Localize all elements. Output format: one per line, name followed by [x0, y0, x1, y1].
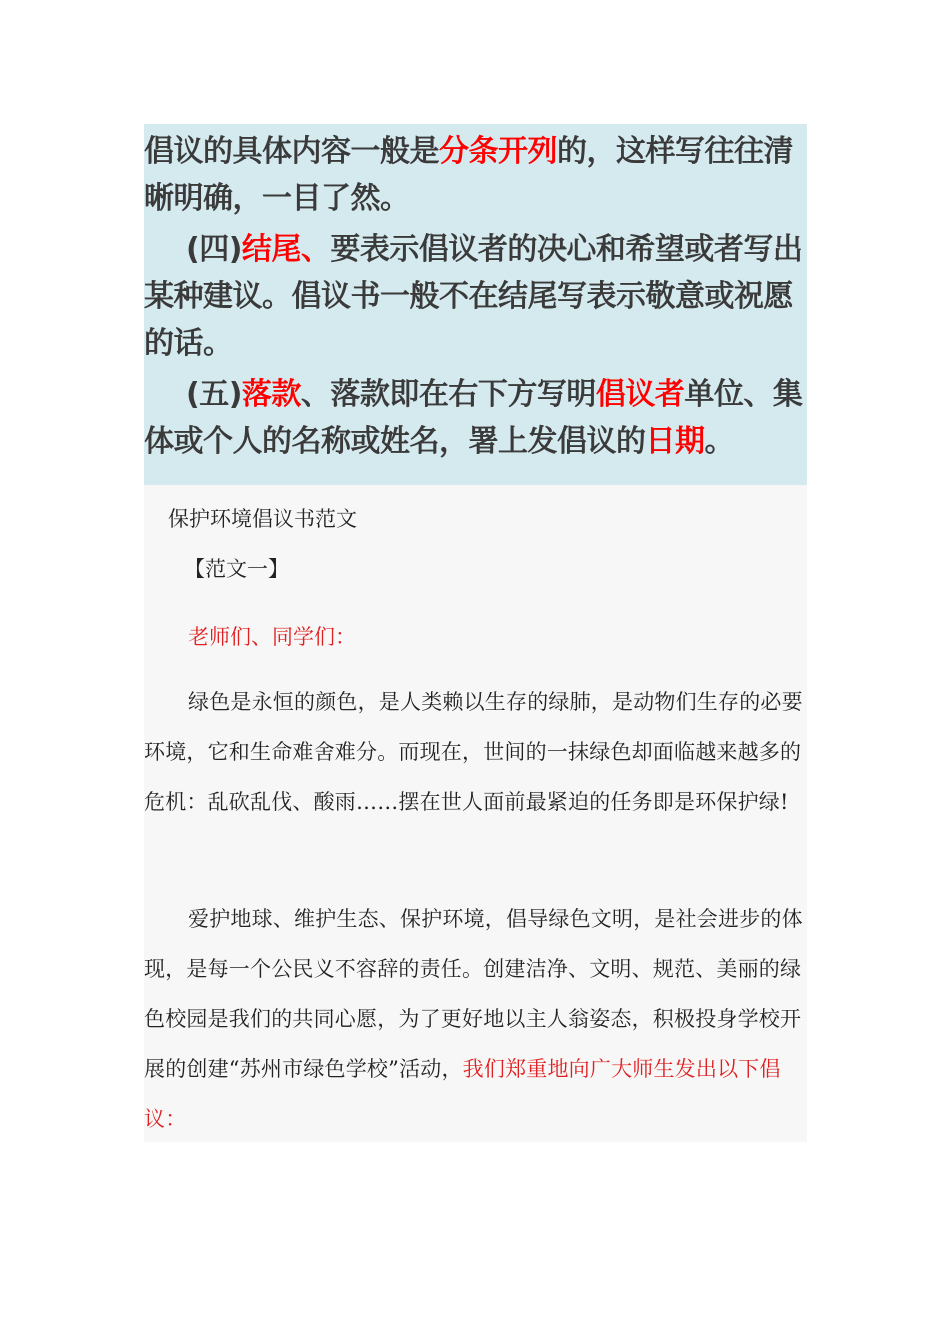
- section-five-heading: 落款: [241, 377, 301, 412]
- section-four-prefix: (四): [186, 232, 242, 267]
- sample-essay-block: [144, 485, 807, 1142]
- section-five-text-2: 单位、集体或个人的名称或姓名，署上发倡议的: [144, 377, 803, 459]
- essay-paragraph-2-red: 我们郑重地向广大师生发出以下倡议：: [144, 1057, 781, 1131]
- section-five-red-proposer: 倡议者: [595, 377, 685, 412]
- intro-text-2: 的，这样写往往清晰明确，一目了然。: [144, 134, 793, 216]
- section-five-red-date: 日期: [645, 424, 705, 459]
- essay-greeting: 老师们、同学们：: [188, 625, 356, 649]
- section-five-prefix: (五): [186, 377, 242, 412]
- section-four-heading: 结尾、: [241, 232, 331, 267]
- section-five-end: 。: [704, 424, 734, 459]
- essay-paragraph-2-text: 爱护地球、维护生态、保护环境，倡导绿色文明，是社会进步的体现，是每一个公民义不容辞的责任。创建洁净、文明、规范、美丽的绿色校园是我们的共同心愿，为了更好地以主人翁姿态，积极投身学校开展的创建“苏州市绿色学校”活动，: [144, 907, 803, 1081]
- essay-paragraph-1: 绿色是永恒的颜色，是人类赖以生存的绿肺，是动物们生存的必要环境，它和生命难舍难分。而现在，世间的一抹绿色却面临越来越多的危机：乱砍乱伐、酸雨……摆在世人面前最紧迫的任务即是环保护绿!: [144, 690, 803, 814]
- essay-paragraph-2: [144, 894, 807, 1144]
- section-four-text: 要表示倡议者的决心和希望或者写出某种建议。倡议书一般不在结尾写表示敬意或祝愿的话。: [144, 232, 803, 361]
- intro-text-red: 分条开列: [439, 134, 557, 169]
- highlight-block: [144, 124, 807, 485]
- section-four-paragraph: [144, 226, 807, 367]
- essay-title: 保护环境倡议书范文: [168, 507, 357, 531]
- section-five-paragraph: [144, 371, 807, 465]
- section-five-text-1: 、落款即在右下方写明: [300, 377, 596, 412]
- essay-subtitle: 【范文一】: [184, 557, 289, 581]
- intro-paragraph: [144, 128, 807, 222]
- intro-text-1: 倡议的具体内容一般是: [144, 134, 439, 169]
